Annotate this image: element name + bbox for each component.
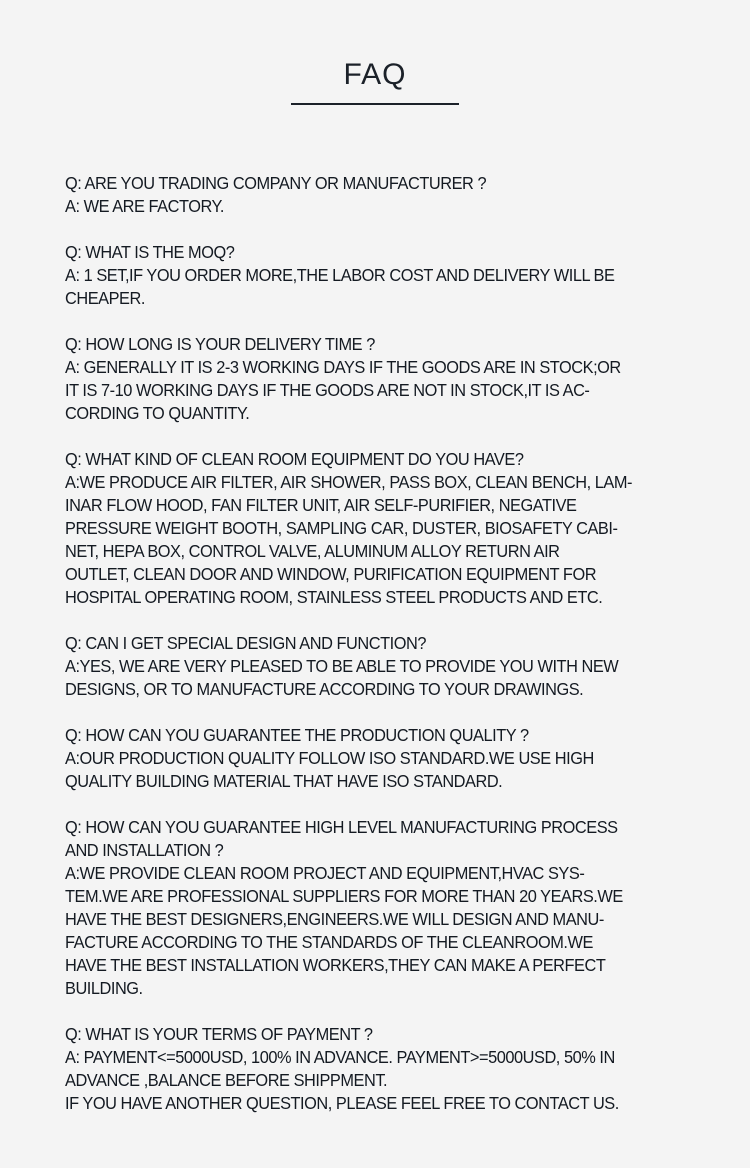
- faq-answer-line: IT IS 7-10 WORKING DAYS IF THE GOODS ARE NOT IN STOCK,IT IS AC-: [65, 380, 590, 400]
- page-title: FAQ: [343, 58, 407, 91]
- faq-answer-line: OUTLET, CLEAN DOOR AND WINDOW, PURIFICATION EQUIPMENT FOR: [65, 564, 597, 584]
- faq-answer-line: HAVE THE BEST INSTALLATION WORKERS,THEY CAN MAKE A PERFECT: [65, 955, 606, 975]
- faq-question-line: Q: CAN I GET SPECIAL DESIGN AND FUNCTION?: [65, 633, 426, 653]
- faq-question-line: Q: HOW LONG IS YOUR DELIVERY TIME ?: [65, 334, 375, 354]
- faq-answer-line: A:YES, WE ARE VERY PLEASED TO BE ABLE TO PROVIDE YOU WITH NEW: [65, 656, 619, 676]
- faq-answer-line: CHEAPER.: [65, 288, 145, 308]
- faq-item: [65, 724, 690, 793]
- faq-answer-line: HOSPITAL OPERATING ROOM, STAINLESS STEEL PRODUCTS AND ETC.: [65, 587, 603, 607]
- faq-answer-line: TEM.WE ARE PROFESSIONAL SUPPLIERS FOR MORE THAN 20 YEARS.WE: [65, 886, 623, 906]
- faq-item: [65, 172, 690, 218]
- faq-answer-line: HAVE THE BEST DESIGNERS,ENGINEERS.WE WILL DESIGN AND MANU-: [65, 909, 604, 929]
- faq-answer-line: AND INSTALLATION ?: [65, 840, 224, 860]
- faq-answer-line: DESIGNS, OR TO MANUFACTURE ACCORDING TO YOUR DRAWINGS.: [65, 679, 584, 699]
- faq-answer-line: A:WE PROVIDE CLEAN ROOM PROJECT AND EQUIPMENT,HVAC SYS-: [65, 863, 585, 883]
- faq-list: [65, 172, 690, 1138]
- title-underline: [291, 103, 459, 105]
- faq-answer-line: QUALITY BUILDING MATERIAL THAT HAVE ISO STANDARD.: [65, 771, 503, 791]
- faq-item: [65, 241, 690, 310]
- faq-item: [65, 448, 690, 609]
- faq-question-line: Q: HOW CAN YOU GUARANTEE HIGH LEVEL MANUFACTURING PROCESS: [65, 817, 618, 837]
- faq-answer-line: A: 1 SET,IF YOU ORDER MORE,THE LABOR COST AND DELIVERY WILL BE: [65, 265, 615, 285]
- faq-item: [65, 333, 690, 425]
- faq-answer-line: A:WE PRODUCE AIR FILTER, AIR SHOWER, PASS BOX, CLEAN BENCH, LAM-: [65, 472, 632, 492]
- faq-question-line: Q: WHAT KIND OF CLEAN ROOM EQUIPMENT DO YOU HAVE?: [65, 449, 524, 469]
- faq-question-line: Q: WHAT IS THE MOQ?: [65, 242, 235, 262]
- faq-answer-line: NET, HEPA BOX, CONTROL VALVE, ALUMINUM ALLOY RETURN AIR: [65, 541, 560, 561]
- faq-answer-line: A: PAYMENT<=5000USD, 100% IN ADVANCE. PAYMENT>=5000USD, 50% IN: [65, 1047, 615, 1067]
- faq-answer-line: IF YOU HAVE ANOTHER QUESTION, PLEASE FEEL FREE TO CONTACT US.: [65, 1093, 619, 1113]
- faq-answer-line: A: GENERALLY IT IS 2-3 WORKING DAYS IF THE GOODS ARE IN STOCK;OR: [65, 357, 621, 377]
- faq-question-line: Q: ARE YOU TRADING COMPANY OR MANUFACTURER ?: [65, 173, 487, 193]
- faq-answer-line: INAR FLOW HOOD, FAN FILTER UNIT, AIR SELF-PURIFIER, NEGATIVE: [65, 495, 577, 515]
- faq-question-line: Q: HOW CAN YOU GUARANTEE THE PRODUCTION QUALITY ?: [65, 725, 529, 745]
- faq-answer-line: ADVANCE ,BALANCE BEFORE SHIPPMENT.: [65, 1070, 388, 1090]
- faq-item: [65, 632, 690, 701]
- faq-item: [65, 816, 690, 1000]
- faq-answer-line: A:OUR PRODUCTION QUALITY FOLLOW ISO STANDARD.WE USE HIGH: [65, 748, 594, 768]
- faq-item: [65, 1023, 690, 1115]
- faq-answer-line: BUILDING.: [65, 978, 143, 998]
- faq-answer-line: PRESSURE WEIGHT BOOTH, SAMPLING CAR, DUSTER, BIOSAFETY CABI-: [65, 518, 618, 538]
- faq-answer-line: CORDING TO QUANTITY.: [65, 403, 250, 423]
- faq-question-line: Q: WHAT IS YOUR TERMS OF PAYMENT ?: [65, 1024, 373, 1044]
- faq-answer-line: FACTURE ACCORDING TO THE STANDARDS OF THE CLEANROOM.WE: [65, 932, 593, 952]
- faq-answer-line: A: WE ARE FACTORY.: [65, 196, 224, 216]
